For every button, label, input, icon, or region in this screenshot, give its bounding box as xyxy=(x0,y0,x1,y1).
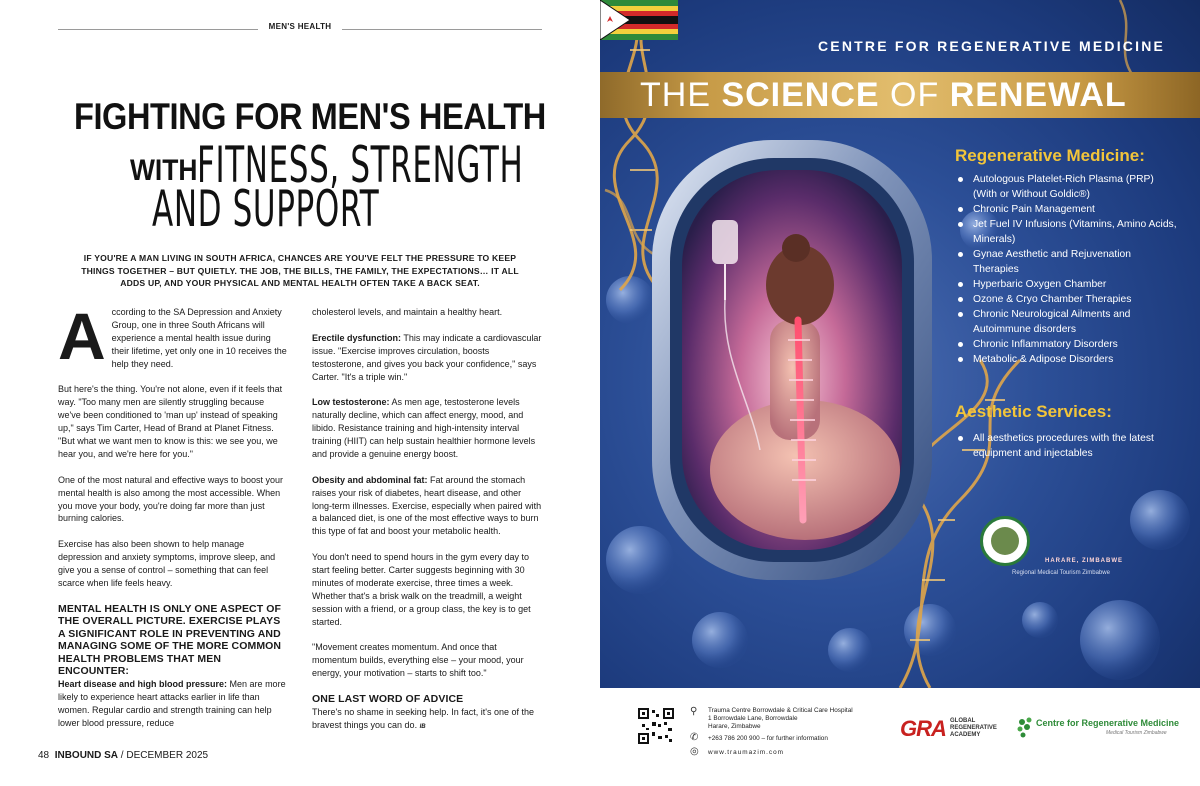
paragraph: But here's the thing. You're not alone, even if it feels that way. "Too many men are silently struggling because we've been conditioned to 'man up' instead of speaking up," says Tim Carter, Head of Brand at Planet Fitness. "But what we want men to know is this: we see you, we hear you, and we're here for you." xyxy=(58,384,283,459)
headline-fitness: FITNESS, STRENGTH xyxy=(196,136,524,194)
cell-shape xyxy=(1022,602,1058,638)
cell-shape xyxy=(1080,600,1160,680)
list-item: Chronic Neurological Ailments and Autoimmune disorders xyxy=(958,307,1178,337)
paragraph-text: Fat around the stomach raises your risk of diabetes, heart disease, and other long-term illnesses. Exercise, especially when paired with a balanced diet, is one of the most effective ways to burn this type of fat and boost your metabolic health. xyxy=(312,474,542,537)
gra-logo: GRA xyxy=(900,716,946,741)
lead-in: Erectile dysfunction: xyxy=(312,332,402,343)
paragraph: "Movement creates momentum. And once that momentum builds, everything else – your mood, your energy, your motivation – starts to shift too." xyxy=(312,642,524,679)
advert-footer xyxy=(600,688,1200,786)
paragraph xyxy=(58,299,288,373)
zimbabwe-flag-icon xyxy=(600,0,678,40)
paragraph: Exercise has also been shown to help manage depression and anxiety symptoms, improve sleep, and give you a sense of control – something that can feel scarce when life feels heavy. xyxy=(58,539,276,588)
flag-subcaption: Regional Medical Tourism Zimbabwe xyxy=(1012,570,1110,576)
regenerative-list xyxy=(958,172,1178,367)
phone-icon: ✆ xyxy=(690,732,699,743)
advert-visual xyxy=(600,0,1200,688)
list-item: Ozone & Cryo Chamber Therapies xyxy=(958,292,1178,307)
advert-kicker: CENTRE FOR REGENERATIVE MEDICINE xyxy=(818,38,1166,54)
paragraph xyxy=(312,474,542,539)
globe-icon: ◎ xyxy=(690,746,699,757)
crm-name: Centre for Regenerative Medicine xyxy=(1036,718,1180,728)
address-line: Trauma Centre Borrowdale & Critical Care Hospital xyxy=(708,707,853,714)
headline-line-3: AND SUPPORT xyxy=(152,180,380,238)
paragraph-text: As men age, testosterone levels naturally decline, which can affect energy, mood, and libido. Resistance training and high-intensity interval training (HIIT) can help sustain healthier hormone levels and provide a genuine energy boost. xyxy=(312,397,536,459)
paragraph xyxy=(312,706,542,734)
phone-number[interactable]: +263 786 200 900 – for further information xyxy=(708,735,828,742)
cell-shape xyxy=(904,604,956,656)
website-link[interactable]: www.traumazim.com xyxy=(708,749,784,756)
lead-in: Low testosterone: xyxy=(312,397,390,408)
list-item: Autologous Platelet-Rich Plasma (PRP) (With or Without Goldic®) xyxy=(958,172,1178,202)
paragraph-text: This may indicate a cardiovascular issue. "Exercise improves circulation, boosts testosterone, and gives you back your confidence," says Carter. "It's a triple win." xyxy=(312,332,542,382)
page-number: 48 xyxy=(38,750,50,761)
article-headline xyxy=(60,96,546,238)
standfirst: IF YOU'RE A MAN LIVING IN SOUTH AFRICA, CHANCES ARE YOU'VE FELT THE PRESSURE TO KEEP THINGS TOGETHER – BUT QUIETLY. THE JOB, THE BILLS, THE FAMILY, THE EXPECTATIONS… IT ALL ADDS UP, AND YOUR PHYSICAL AND MENTAL HEALTH OFTEN TAKE A BACK SEAT. xyxy=(81,253,519,288)
paragraph xyxy=(312,396,542,461)
paragraph-text: There's no shame in seeking help. In fact, it's one of the bravest things you can do. xyxy=(312,706,535,730)
list-item: Jet Fuel IV Infusions (Vitamins, Amino Acids, Minerals) xyxy=(958,217,1178,247)
list-item: All aesthetics procedures with the latest equipment and injectables xyxy=(958,431,1178,461)
section-header xyxy=(58,22,542,36)
crm-subtitle: Medical Tourism Zimbabwe xyxy=(1106,730,1167,736)
title-of: OF xyxy=(879,76,950,114)
gra-name-line: GLOBAL xyxy=(950,718,976,724)
list-item: Chronic Inflammatory Disorders xyxy=(958,337,1178,352)
title-renewal: RENEWAL xyxy=(949,76,1127,114)
flag-caption: HARARE, ZIMBABWE xyxy=(1045,558,1123,564)
issue-date: / DECEMBER 2025 xyxy=(118,750,209,761)
section-rule-right xyxy=(342,29,542,30)
qr-code-icon[interactable] xyxy=(638,708,674,744)
tourism-authority-seal xyxy=(980,516,1030,566)
article-column-2 xyxy=(312,306,542,746)
cell-shape xyxy=(1130,490,1190,550)
list-item: Chronic Pain Management xyxy=(958,202,1178,217)
subheading: MENTAL HEALTH IS ONLY ONE ASPECT OF THE OVERALL PICTURE. EXERCISE PLAYS A SIGNIFICANT ROLE IN PREVENTING AND MANAGING SOME OF THE MORE COMMON HEALTH PROBLEMS THAT MEN ENCOUNTER: xyxy=(58,602,282,678)
gra-name-line: REGENERATIVE xyxy=(950,725,997,731)
paragraph-text: ccording to the SA Depression and Anxiety Group, one in three South Africans will experience a mental health issue during their lifetime, yet only one in 10 receives the help they need. xyxy=(111,307,287,369)
headline-with: WITH xyxy=(130,154,198,187)
gra-name xyxy=(950,718,997,739)
paragraph xyxy=(312,332,542,384)
drop-cap: A xyxy=(58,299,106,373)
address xyxy=(708,707,853,731)
list-item: Gynae Aesthetic and Rejuvenation Therapies xyxy=(958,247,1178,277)
lead-in: Obesity and abdominal fat: xyxy=(312,474,428,485)
paragraph: You don't need to spend hours in the gym every day to start feeling better. Carter suggests beginning with 30 minutes of moderate exercise, three times a week. Whether that's a brisk walk on the treadmill, a weight session with a friend, or a group class, the key is to get started. xyxy=(312,552,531,627)
advert-title xyxy=(640,76,1127,115)
paragraph: cholesterol levels, and maintain a healthy heart. xyxy=(312,307,503,317)
address-line: Harare, Zimbabwe xyxy=(708,723,761,730)
subheading: ONE LAST WORD OF ADVICE xyxy=(312,693,464,706)
title-science: SCIENCE xyxy=(721,76,880,114)
article-column-1 xyxy=(58,299,288,742)
aesthetic-list xyxy=(958,431,1178,461)
end-mark: IB xyxy=(419,723,426,730)
regenerative-heading: Regenerative Medicine: xyxy=(955,146,1145,165)
address-line: 1 Borrowdale Lane, Borrowdale xyxy=(708,715,798,722)
paragraph-text: Men are more likely to experience heart attacks earlier in life than women. Regular cardio and strength training can help lower blood pressure, reduce xyxy=(58,678,286,728)
cell-shape xyxy=(606,276,654,324)
paragraph: One of the most natural and effective ways to boost your mental health is also among the most accessible. When you move your body, you're doing far more than just burning calories. xyxy=(58,474,283,524)
crm-leaf-logo-icon xyxy=(1016,716,1036,740)
headline-line-1: FIGHTING FOR MEN'S HEALTH xyxy=(74,96,546,137)
title-the: THE xyxy=(640,76,722,114)
cell-shape xyxy=(828,628,872,672)
cell-shape xyxy=(692,612,748,668)
aesthetic-heading: Aesthetic Services: xyxy=(955,402,1112,421)
list-item: Hyperbaric Oxygen Chamber xyxy=(958,277,1178,292)
cell-shape xyxy=(606,526,674,594)
folio xyxy=(38,750,208,761)
list-item: Metabolic & Adipose Disorders xyxy=(958,352,1178,367)
publication-name: INBOUND SA xyxy=(54,750,119,761)
paragraph xyxy=(58,678,288,730)
location-pin-icon: ⚲ xyxy=(690,706,698,717)
gra-name-line: ACADEMY xyxy=(950,732,981,738)
section-label: MEN'S HEALTH xyxy=(268,22,332,31)
lead-in: Heart disease and high blood pressure: xyxy=(58,678,228,689)
advert-page xyxy=(600,0,1200,786)
